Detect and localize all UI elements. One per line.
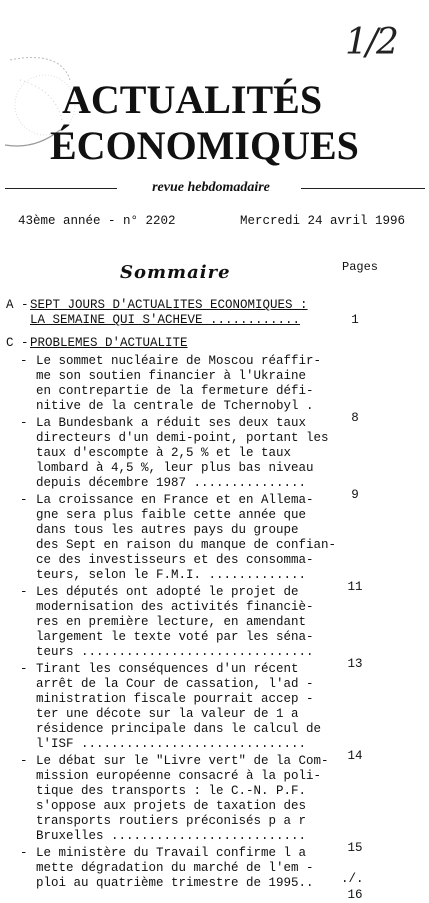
item-line: Le débat sur le "Livre vert" de la Com-: [36, 754, 329, 768]
pages-column-label: Pages: [342, 260, 379, 274]
item-dash: -: [20, 662, 28, 676]
item-line: depuis décembre 1987 ...............: [36, 476, 307, 490]
item-dash: -: [20, 493, 28, 507]
item-line: ministration fiscale pourrait accep -: [36, 692, 314, 706]
item-dash: -: [20, 354, 28, 368]
item-line: tique des transports : le C.-N. P.F.: [36, 784, 307, 798]
item-line: La croissance en France et en Allema-: [36, 493, 314, 507]
item-line: nitive de la centrale de Tchernobyl .: [36, 399, 314, 413]
section-title-line: PROBLEMES D'ACTUALITE: [30, 336, 188, 350]
item-line: res en première lecture, en amendant: [36, 615, 307, 629]
continued-mark: ./.: [341, 872, 364, 886]
item-line: lombard à 4,5 %, leur plus bas niveau: [36, 461, 314, 475]
page-number: 11: [347, 580, 363, 594]
item-dash: -: [20, 416, 28, 430]
item-line: Bruxelles ..........................: [36, 829, 307, 843]
page-number: 9: [351, 488, 359, 502]
item-line: résidence principale dans le calcul de: [36, 722, 322, 736]
page-number: 1: [351, 313, 359, 327]
item-line: La Bundesbank a réduit ses deux taux: [36, 416, 307, 430]
item-line: mette dégradation du marché de l'em -: [36, 861, 314, 875]
masthead-subtitle: revue hebdomadaire: [152, 180, 270, 195]
section-marker: C -: [6, 336, 29, 350]
section-title-line: SEPT JOURS D'ACTUALITES ECONOMIQUES :: [30, 298, 308, 312]
masthead-title-line1: ACTUALITÉS: [62, 77, 323, 122]
item-line: ter une décote sur la valeur de 1 a: [36, 707, 299, 721]
item-dash: -: [20, 754, 28, 768]
page-number: 16: [347, 888, 363, 902]
item-line: en contrepartie de la fermeture défi-: [36, 384, 314, 398]
item-line: teurs ...............................: [36, 645, 314, 659]
item-line: modernisation des activités financiè-: [36, 600, 314, 614]
item-line: l'ISF ..............................: [36, 737, 307, 751]
item-line: ce des investisseurs et des consomma-: [36, 553, 314, 567]
item-line: directeurs d'un demi-point, portant les: [36, 431, 329, 445]
item-line: largement le texte voté par les séna-: [36, 630, 314, 644]
item-line: arrêt de la Cour de cassation, l'ad -: [36, 677, 314, 691]
page-number: 13: [347, 657, 363, 671]
section-marker: A -: [6, 298, 29, 312]
subtitle-row: [5, 180, 425, 196]
masthead-title-line2: ÉCONOMIQUES: [50, 123, 359, 168]
item-line: mission européenne consacré à la poli-: [36, 769, 322, 783]
page-number: 15: [347, 841, 363, 855]
item-line: me son soutien financier à l'Ukraine: [36, 369, 307, 383]
handwritten-annotation: 1/2: [345, 22, 397, 63]
item-line: Tirant les conséquences d'un récent: [36, 662, 299, 676]
page-number: 14: [347, 749, 363, 763]
item-line: Le ministère du Travail confirme l a: [36, 846, 307, 860]
item-dash: -: [20, 846, 28, 860]
item-line: teurs, selon le F.M.I. .............: [36, 568, 307, 582]
item-line: des Sept en raison du manque de confian-: [36, 538, 337, 552]
divider: [5, 188, 117, 189]
item-line: ploi au quatrième trimestre de 1995..: [36, 876, 314, 890]
item-line: dans tous les autres pays du groupe: [36, 523, 299, 537]
section-title-line: LA SEMAINE QUI S'ACHEVE ............: [30, 313, 301, 327]
page-number: 8: [351, 411, 359, 425]
divider: [301, 188, 425, 189]
item-line: gne sera plus faible cette année que: [36, 508, 307, 522]
item-line: Les députés ont adopté le projet de: [36, 585, 299, 599]
item-dash: -: [20, 585, 28, 599]
issue-number: 43ème année - n° 2202: [18, 214, 176, 228]
item-line: Le sommet nucléaire de Moscou réaffir-: [36, 354, 322, 368]
item-line: taux d'escompte à 2,5 % et le taux: [36, 446, 292, 460]
issue-date: Mercredi 24 avril 1996: [240, 214, 406, 228]
item-line: s'oppose aux projets de taxation des: [36, 799, 307, 813]
sommaire-heading: Sommaire: [120, 262, 231, 283]
item-line: transports routiers préconisés p a r: [36, 814, 307, 828]
